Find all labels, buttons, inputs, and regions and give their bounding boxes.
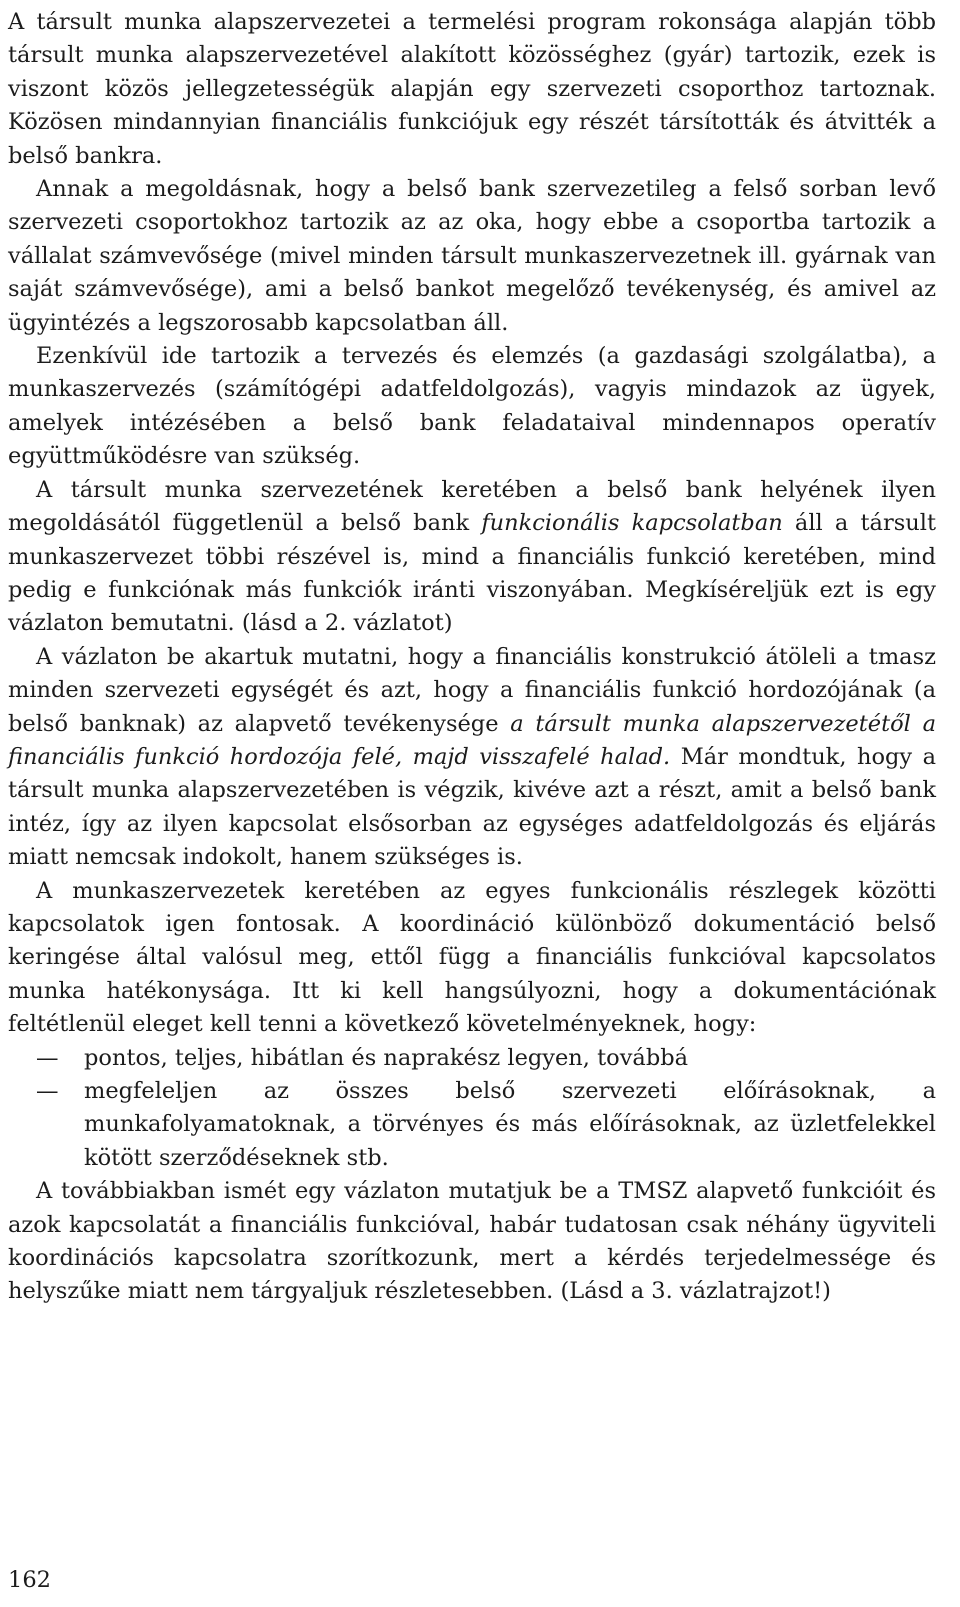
paragraph-5-emphasis: a társult munka alapszervezetétől a financiális funkció hordozója felé, majd visszafelé halad. xyxy=(8,710,936,770)
requirements-list xyxy=(8,1042,936,1176)
paragraph-5-text-a: A vázlaton be akartuk mutatni, hogy a financiális konstrukció átöleli a tmasz minden szervezeti egységét és azt, hogy a financiális funkció hordozójának (a belső banknak) az alapvető tevékenysége xyxy=(8,643,936,737)
paragraph-4-emphasis: funkcionális kapcsolatban xyxy=(481,510,783,537)
list-item-text: megfeleljen az összes belső szervezeti előírásoknak, a munkafolyamatoknak, a törvényes és más előírásoknak, az üzletfelekkel kötött szerződéseknek stb. xyxy=(84,1078,936,1171)
paragraph-5-text-b: Már mondtuk, hogy a társult munka alapszervezetében is végzik, kivéve azt a részt, amit a belső bank intéz, így az ilyen kapcsolat elsősorban az egységes adatfeldolgozás és eljárás miatt nemcsak indokolt, hanem szükséges is. xyxy=(8,743,937,871)
paragraph-6: A munkaszervezetek keretében az egyes funkcionális részlegek közötti kapcsolatok igen fontosak. A koordináció különböző dokumentáció belső keringése által valósul meg, ettől függ a financiális funkcióval kapcsolatos munka hatékonysága. Itt ki kell hangsúlyozni, hogy a dokumentációnak feltétlenül eleget kell tenni a következő követelményeknek, hogy: xyxy=(8,877,936,1038)
page-body xyxy=(8,6,936,1309)
paragraph-4-text-b: áll a társult munkaszervezet többi részével is, mind a financiális funkció keretében, mind pedig e funkciónak más funkciók iránti viszonyában. Megkíséreljük ezt is egy vázlaton bemutatni. (lásd a 2. vázlatot) xyxy=(8,510,936,637)
list-item xyxy=(8,1042,936,1075)
paragraph-4-text-a: A társult munka szervezetének keretében a belső bank helyének ilyen megoldásától függetlenül a belső bank xyxy=(8,476,936,537)
list-item xyxy=(8,1075,936,1175)
page-number: 162 xyxy=(8,1567,51,1593)
dash-marker: — xyxy=(36,1044,59,1071)
paragraph-3: Ezenkívül ide tartozik a tervezés és elemzés (a gazdasági szolgálatba), a munkaszervezés (számítógépi adatfeldolgozás), vagyis mindazok az ügyek, amelyek intézésében a belső bank feladataival mindennapos operatív együttműködésre van szükség. xyxy=(8,343,936,470)
paragraph-4 xyxy=(8,474,936,641)
paragraph-7: A továbbiakban ismét egy vázlaton mutatjuk be a TMSZ alapvető funkcióit és azok kapcsolatát a financiális funkcióval, habár tudatosan csak néhány ügyviteli koordinációs kapcsolatra szorítkozunk, mert a kérdés terjedelmessége és helyszűke miatt nem tárgyaljuk részletesebben. (Lásd a 3. vázlatrajzot!) xyxy=(8,1178,936,1305)
paragraph-2: Annak a megoldásnak, hogy a belső bank szervezetileg a felső sorban levő szervezeti csoportokhoz tartozik az az oka, hogy ebbe a csoportba tartozik a vállalat számvevősége (mivel minden társult munkaszervezetnek ill. gyárnak van saját számvevősége), ami a belső bankot megelőző tevékenység, és amivel az ügyintézés a legszorosabb kapcsolatban áll. xyxy=(8,176,936,336)
list-item-text: pontos, teljes, hibátlan és naprakész legyen, továbbá xyxy=(84,1044,689,1071)
dash-marker: — xyxy=(36,1078,59,1104)
paragraph-1: A társult munka alapszervezetei a termelési program rokonsága alapján több társult munka alapszervezetével alakított közösséghez (gyár) tartozik, ezek is viszont közös jellegzetességük alapján egy szervezeti csoporthoz tartoznak. Közösen mindannyian financiális funkciójuk egy részét társították és átvitték a belső bankra. xyxy=(8,9,936,169)
paragraph-5 xyxy=(8,641,936,875)
